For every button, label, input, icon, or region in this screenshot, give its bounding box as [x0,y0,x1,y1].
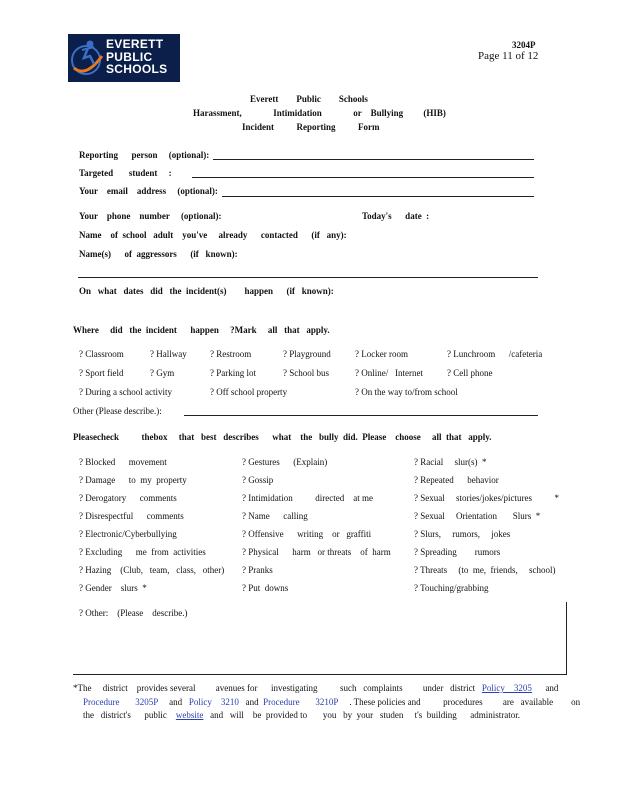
policy-3210-link[interactable]: Policy 3210 [188,697,239,707]
where-other-field[interactable] [184,415,538,416]
behavior-option[interactable]: ? Blocked movement [79,457,167,467]
behavior-option[interactable]: ? Name calling [242,511,308,521]
targeted-student-label: Targeted student : [79,168,172,178]
option-lunchroom[interactable]: ? Lunchroom /cafeteria [447,349,543,359]
globe-figure-icon [68,34,108,82]
where-prompt: Where did the incident happen ?Mark all that apply. [73,325,330,335]
policy-code: 3204P [512,40,536,50]
option-sport-field[interactable]: ? Sport field [79,368,124,378]
describe-box-border [566,602,567,674]
footnote-line-2: Procedure 3205P and Policy 3210 and Procedure 3210P . These policies and procedures are available on [83,697,581,707]
behavior-other-label[interactable]: ? Other: (Please describe.) [79,608,188,618]
procedure-3210p-link[interactable]: Procedure 3210P [263,697,339,707]
behavior-option[interactable]: ? Electronic/Cyberbullying [79,529,177,539]
behavior-option[interactable]: ? Gender slurs * [79,583,147,593]
behavior-option[interactable]: ? Disrespectful comments [79,511,184,521]
email-field[interactable] [222,196,534,197]
footnote-line-3: the district's public website and will be provided to you by your studen t's building administrator. [83,710,520,720]
behavior-option[interactable]: ? Put downs [242,583,289,593]
behavior-option[interactable]: ? Touching/grabbing [414,583,489,593]
email-label: Your email address (optional): [79,186,218,196]
footnote-line-1: *The district provides several avenues for investigating such complaints under district Policy 3205 and [73,683,559,693]
aggressors-label: Name(s) of aggressors (if known): [79,249,238,259]
reporting-person-label: Reporting person (optional): [79,150,210,160]
option-classroom[interactable]: ? Classroom [79,349,124,359]
behavior-option[interactable]: ? Slurs, rumors, jokes [414,529,511,539]
aggressors-field[interactable] [78,277,538,278]
behavior-option[interactable]: ? Derogatory comments [79,493,177,503]
reporting-person-field[interactable] [213,159,534,160]
behavior-option[interactable]: ? Gestures (Explain) [242,457,328,467]
title-line-2: Harassment, Intimidation or Bullying (HIB) [193,108,446,118]
page-number: Page 11 of 12 [478,50,539,62]
option-gym[interactable]: ? Gym [150,368,175,378]
option-school-bus[interactable]: ? School bus [283,368,329,378]
behavior-option[interactable]: ? Offensive writing or graffiti [242,529,372,539]
policy-3205-link[interactable]: Policy 3205 [481,683,532,693]
option-way-to-school[interactable]: ? On the way to/from school [355,387,458,397]
behavior-option[interactable]: ? Hazing (Club, team, class, other) [79,565,225,575]
incident-dates-label: On what dates did the incident(s) happen (if known): [79,286,334,296]
todays-date-label: Today's date : [362,211,430,221]
behavior-option[interactable]: ? Physical harm or threats of harm [242,547,391,557]
option-school-activity[interactable]: ? During a school activity [79,387,172,397]
school-logo [68,34,180,82]
option-playground[interactable]: ? Playground [283,349,331,359]
describe-box-bottom [73,674,567,675]
behavior-option[interactable]: ? Sexual Orientation Slurs * [414,511,541,521]
behavior-option[interactable]: ? Pranks [242,565,273,575]
title-line-3: Incident Reporting Form [242,122,380,132]
behavior-option[interactable]: ? Gossip [242,475,274,485]
procedure-3205p-link[interactable]: Procedure 3205P [83,697,158,707]
adult-contacted-label: Name of school adult you've already contacted (if any): [79,230,347,240]
website-link[interactable]: website [175,710,204,720]
option-hallway[interactable]: ? Hallway [150,349,187,359]
phone-label: Your phone number (optional): [79,211,222,221]
title-line-1: Everett Public Schools [250,94,368,104]
behavior-option[interactable]: ? Damage to my property [79,475,187,485]
behavior-option[interactable]: ? Repeated behavior [414,475,499,485]
option-online[interactable]: ? Online/ Internet [355,368,423,378]
option-parking-lot[interactable]: ? Parking lot [210,368,256,378]
option-locker-room[interactable]: ? Locker room [355,349,408,359]
logo-text: EVERETT PUBLIC SCHOOLS [106,37,168,76]
behavior-prompt: Pleasecheck thebox that best describes what the bully did. Please choose all that apply. [73,432,492,442]
behavior-option[interactable]: ? Racial slur(s) * [414,457,487,467]
option-cell-phone[interactable]: ? Cell phone [447,368,493,378]
option-restroom[interactable]: ? Restroom [210,349,252,359]
behavior-option[interactable]: ? Intimidation directed at me [242,493,373,503]
behavior-option[interactable]: ? Sexual stories/jokes/pictures * [414,493,559,503]
behavior-option[interactable]: ? Spreading rumors [414,547,501,557]
where-other-label: Other (Please describe.): [73,406,162,416]
behavior-option[interactable]: ? Excluding me from activities [79,547,206,557]
targeted-student-field[interactable] [192,177,534,178]
behavior-option[interactable]: ? Threats (to me, friends, school) [414,565,556,575]
option-off-school[interactable]: ? Off school property [210,387,288,397]
